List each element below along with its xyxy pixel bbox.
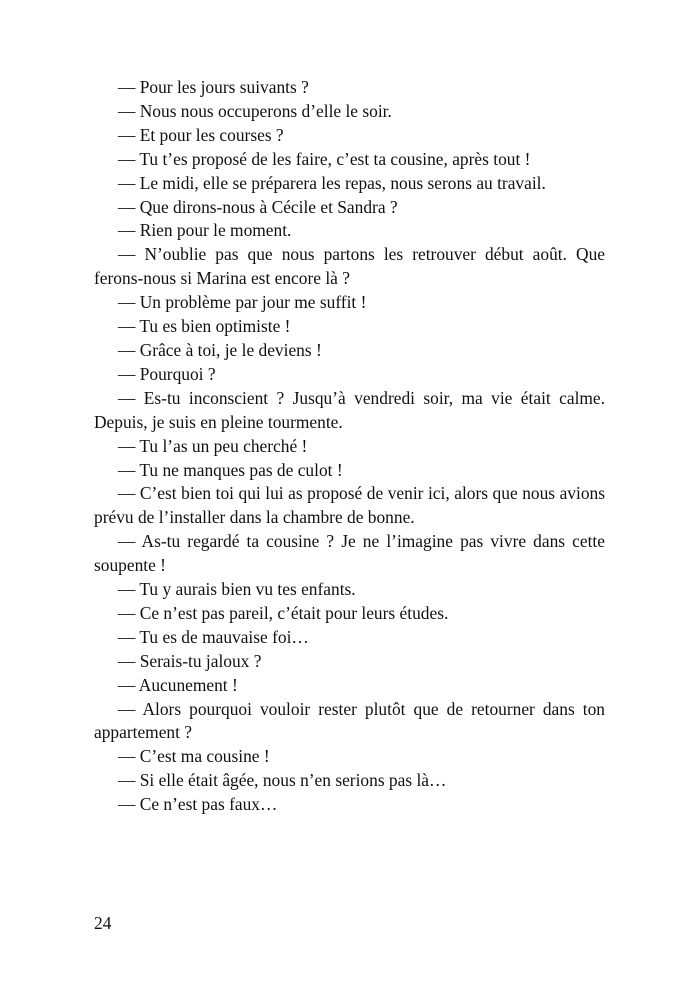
dialogue-line: — Nous nous occuperons d’elle le soir. [118, 100, 392, 121]
dialogue-line: — N’oublie pas que nous partons les retrouver début août. Que ferons-nous si Marina est encore là ? [94, 244, 605, 289]
dialogue-line: — Aucunement ! [118, 674, 238, 695]
dialogue-line: — Si elle était âgée, nous n’en serions pas là… [118, 770, 447, 791]
dialogue-line: — Tu l’as un peu cherché ! [118, 435, 308, 456]
dialogue-line: — Tu t’es proposé de les faire, c’est ta cousine, après tout ! [118, 148, 531, 169]
dialogue-line: — Es-tu inconscient ? Jusqu’à vendredi soir, ma vie était calme. Depuis, je suis en pleine tourmente. [94, 387, 605, 432]
dialogue-line: — Tu y aurais bien vu tes enfants. [118, 579, 356, 600]
dialogue-line: — Pourquoi ? [118, 363, 216, 384]
dialogue-line: — Alors pourquoi vouloir rester plutôt que de retourner dans ton appartement ? [94, 698, 605, 743]
dialogue-line: — Serais-tu jaloux ? [118, 650, 262, 671]
dialogue-line: — Le midi, elle se préparera les repas, nous serons au travail. [118, 172, 546, 193]
dialogue-line: — C’est bien toi qui lui as proposé de venir ici, alors que nous avions prévu de l’installer dans la chambre de bonne. [94, 483, 605, 528]
dialogue-line: — C’est ma cousine ! [118, 746, 270, 767]
dialogue-line: — Tu ne manques pas de culot ! [118, 459, 343, 480]
page-number: 24 [94, 913, 112, 933]
dialogue-line: — Pour les jours suivants ? [118, 77, 309, 97]
dialogue-line: — As-tu regardé ta cousine ? Je ne l’imagine pas vivre dans cette soupente ! [94, 531, 605, 576]
dialogue-line: — Rien pour le moment. [118, 220, 292, 241]
dialogue-line: — Ce n’est pas pareil, c’était pour leurs études. [118, 602, 449, 623]
dialogue-line: — Tu es de mauvaise foi… [118, 626, 309, 647]
dialogue-line: — Ce n’est pas faux… [118, 794, 278, 815]
dialogue-line: — Un problème par jour me suffit ! [118, 292, 367, 313]
dialogue-line: — Et pour les courses ? [118, 124, 284, 145]
dialogue-line: — Tu es bien optimiste ! [118, 316, 291, 337]
dialogue-text [94, 76, 605, 817]
dialogue-line: — Grâce à toi, je le deviens ! [118, 339, 322, 360]
dialogue-line: — Que dirons-nous à Cécile et Sandra ? [118, 196, 398, 217]
